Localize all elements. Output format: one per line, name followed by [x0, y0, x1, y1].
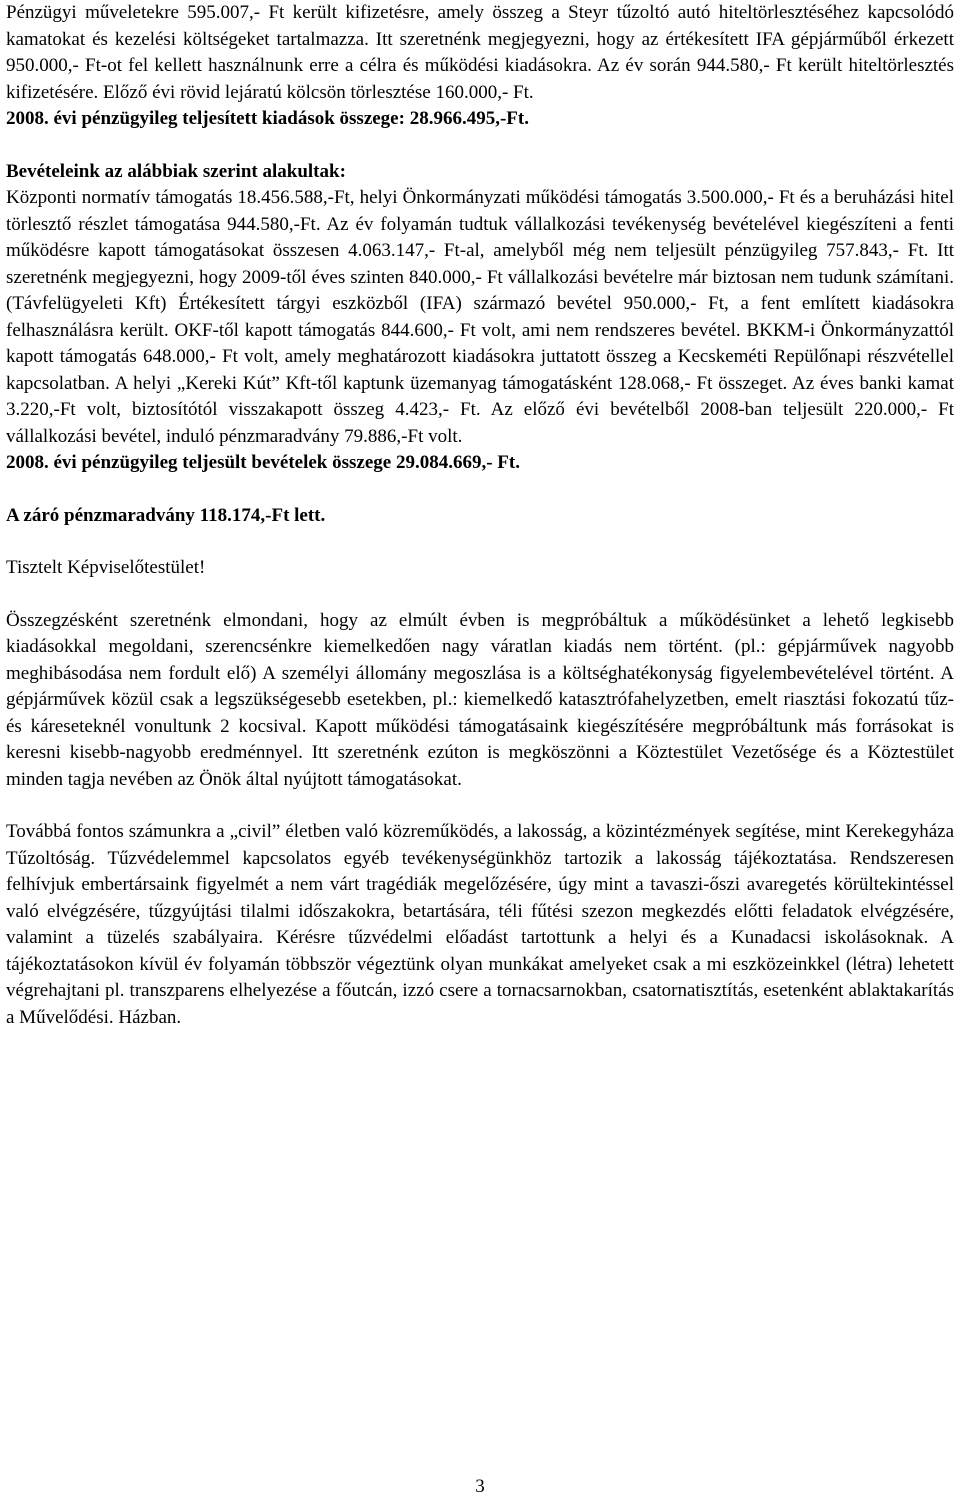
summary-line-1: Összegzésként szeretnénk elmondani, hogy az elmúlt évben is megpróbáltuk a működésünket — [6, 609, 791, 631]
summary-line-3: nem történt. (pl.: gépjárművek nagyobb meghibásodása nem fordult elő) A személyi — [6, 636, 954, 684]
summary-line-7: kiegészítésére megpróbáltunk más forrásokat is keresni kisebb-nagyobb eredménnyel. Itt — [6, 715, 954, 763]
income-line-9: kapott támogatás 648.000,- Ft volt, amely meghatározott kiadásokra juttatott összeg a — [6, 346, 672, 367]
civil-line-10: csatornatisztítás, esetenként ablaktakarítás a Művelődési. Házban. — [6, 980, 954, 1028]
civil-line-3: tevékenységünkhöz tartozik a lakosság tájékoztatása. Rendszeresen felhívjuk embertársaink — [6, 847, 955, 895]
summary-line-8: szeretnénk ezúton is megköszönni a Köztestület Vezetősége és a Köztestület minden tagja — [6, 742, 955, 790]
civil-line-7: tűzvédelmi előadást tartottunk a helyi és a Kunadacsi iskolásoknak. A tájékoztatásokon kívül — [6, 927, 954, 975]
finance-paragraph — [6, 0, 954, 106]
finance-line-5: hiteltörlesztés kifizetésére. Előző évi rövid lejáratú kölcsön törlesztése 160.000,- Ft. — [6, 55, 955, 103]
civil-line-6: szezon megkezdés előtti feladatok elvégzésére, valamint a tüzelés szabályaira. Kérésre — [6, 900, 954, 948]
income-line-8: kapott támogatás 844.600,- Ft volt, ami nem rendszeres bevétel. BKKM-i Önkormányzattól — [244, 319, 954, 341]
summary-line-9: nevében az Önök által nyújtott támogatásokat. — [109, 768, 462, 790]
civil-paragraph — [6, 819, 954, 1031]
civil-line-2: közintézmények segítése, mint Kerekegyháza Tűzoltóság. Tűzvédelemmel kapcsolatos egyéb — [6, 821, 954, 869]
income-heading: Bevételeink az alábbiak szerint alakultak: — [6, 160, 346, 182]
closing-balance: A záró pénzmaradvány 118.174,-Ft lett. — [6, 504, 326, 526]
income-line-3: tudtuk vállalkozási tevékenység bevételével kiegészíteni a fenti működésre kapott — [6, 213, 955, 261]
income-line-5: Ft. Itt szeretnénk megjegyezni, hogy 2009-től éves szinten 840.000,- Ft vállalkozási bevételre — [6, 240, 954, 288]
salutation: Tisztelt Képviselőtestület! — [6, 557, 206, 578]
civil-line-9: lehetett végrehajtani pl. transzparens elhelyezése a főutcán, izzó csere a tornacsarnokban, — [6, 953, 954, 1001]
civil-line-8: év folyamán többször végeztünk olyan munkákat amelyeket csak a mi eszközeinkkel (létra) — [184, 953, 893, 975]
income-line-13: 220.000,- Ft vállalkozási bevétel, induló pénzmaradvány 79.886,-Ft volt. — [6, 399, 955, 447]
income-line-1: Központi normatív támogatás 18.456.588,-Ft, helyi Önkormányzati működési támogatás — [6, 187, 682, 208]
civil-line-5: körültekintéssel való elvégzésére, tűzgyújtási tilalmi időszakokra, betartására, téli fűtési — [6, 874, 954, 922]
finance-line-4: használnunk erre a célra és működési kiadásokra. Az év során 944.580,- Ft került — [208, 55, 843, 76]
civil-line-4: figyelmét a nem várt tragédiák megelőzésére, úgy mint a tavaszi-őszi avaregetés — [195, 874, 827, 895]
income-line-7: származó bevétel 950.000,- Ft, a fent említett kiadásokra felhasználásra került. OKF-től — [6, 293, 955, 341]
income-line-10: Kecskeméti Repülőnapi részvétellel kapcsolatban. A helyi „Kereki Kút” Kft-től kaptunk — [6, 346, 954, 394]
income-line-12: biztosítótól visszakapott összeg 4.423,- Ft. Az előző évi bevételből 2008-ban teljesült — [132, 399, 844, 420]
expenses-total: 2008. évi pénzügyileg teljesített kiadások összege: 28.966.495,-Ft. — [6, 108, 529, 129]
civil-line-1: Továbbá fontos számunkra a „civil” életben való közreműködés, a lakosság, a — [6, 821, 601, 842]
income-line-2: 3.500.000,- Ft és a beruházási hitel törlesztő részlet támogatása 944.580,-Ft. Az év folyamán — [6, 187, 954, 235]
page-number: 3 — [475, 1476, 485, 1497]
income-line-4: támogatásokat összesen 4.063.147,- Ft-al, amelyből még nem teljesült pénzügyileg 757.843,- — [154, 240, 900, 261]
finance-line-1: Pénzügyi műveletekre 595.007,- Ft került kifizetésre, amely összeg a Steyr tűzoltó autó — [6, 2, 711, 23]
summary-line-4: állomány megoszlása is a költséghatékonyság figyelembevételével történt. A gépjárművek — [6, 662, 954, 710]
income-total: 2008. évi pénzügyileg teljesült bevételek összege 29.084.669,- Ft. — [6, 452, 520, 473]
summary-line-6: riasztási fokozatú tűz- és káreseteknél vonultunk 2 kocsival. Kapott működési támogatásaink — [6, 689, 955, 737]
income-paragraph — [6, 185, 954, 450]
finance-line-2: hiteltörlesztéséhez kapcsolódó kamatokat és kezelési költségeket tartalmazza. Itt szeretnénk — [6, 2, 955, 50]
document-page — [6, 0, 954, 1031]
income-line-11: üzemanyag támogatásként 128.068,- Ft összeget. Az éves banki kamat 3.220,-Ft volt, — [6, 372, 954, 420]
summary-line-5: közül csak a legszükségesebb esetekben, pl.: kiemelkedő katasztrófahelyzetben, emelt — [111, 689, 778, 710]
finance-line-3: megjegyezni, hogy az értékesített IFA gépjárműből érkezett 950.000,- Ft-ot fel kellett — [6, 28, 954, 76]
summary-line-2: a lehető legkisebb kiadásokkal megoldani, szerencsénkre kiemelkedően nagy váratlan kiadás — [6, 609, 954, 657]
summary-paragraph — [6, 608, 954, 794]
income-line-6: már biztosan nem tudunk számítani.(Távfelügyeleti Kft) Értékesített tárgyi eszközből (IFA) — [6, 266, 955, 314]
